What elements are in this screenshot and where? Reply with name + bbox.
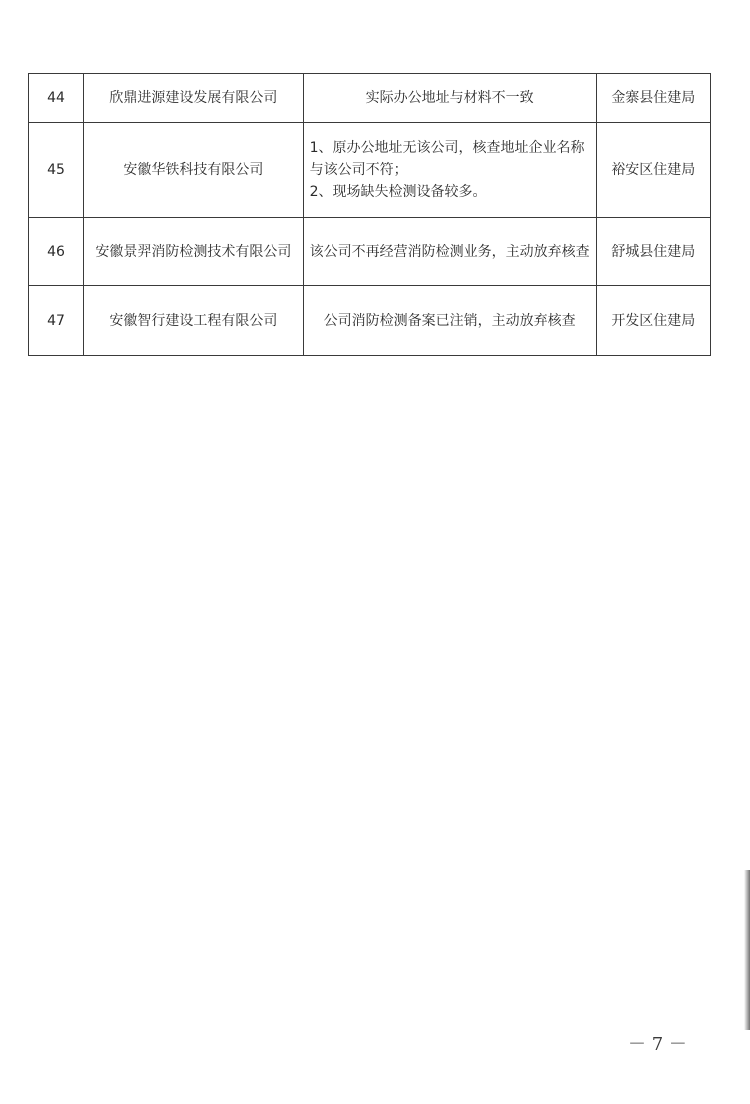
table-row — [29, 123, 711, 218]
responsible-department: 开发区住建局 — [596, 286, 710, 356]
company-name: 欣鼎进源建设发展有限公司 — [84, 74, 304, 123]
issue-line: 该公司不再经营消防检测业务，主动放弃核查 — [309, 243, 590, 260]
responsible-department: 裕安区住建局 — [596, 123, 710, 218]
issue-description — [303, 286, 596, 356]
page-number: － 7 － — [628, 1034, 687, 1055]
responsible-department: 舒城县住建局 — [596, 218, 710, 286]
row-number: 45 — [29, 123, 84, 218]
issue-description — [303, 123, 596, 218]
issue-description — [303, 218, 596, 286]
issue-line: 1、原办公地址无该公司，核查地址企业名称与该公司不符； — [309, 140, 585, 178]
issue-description — [303, 74, 596, 123]
row-number: 47 — [29, 286, 84, 356]
issue-line: 2、现场缺失检测设备较多。 — [309, 184, 487, 200]
row-number: 44 — [29, 74, 84, 123]
responsible-department: 金寨县住建局 — [596, 74, 710, 123]
scan-edge-shadow — [744, 870, 750, 1030]
company-name: 安徽景羿消防检测技术有限公司 — [84, 218, 304, 286]
table-row — [29, 286, 711, 356]
inspection-results-table — [28, 73, 711, 356]
table-row — [29, 74, 711, 123]
issue-line: 实际办公地址与材料不一致 — [365, 90, 534, 106]
issue-line: 公司消防检测备案已注销，主动放弃核查 — [323, 312, 576, 329]
table-row — [29, 218, 711, 286]
row-number: 46 — [29, 218, 84, 286]
company-name: 安徽智行建设工程有限公司 — [84, 286, 304, 356]
company-name: 安徽华铁科技有限公司 — [84, 123, 304, 218]
